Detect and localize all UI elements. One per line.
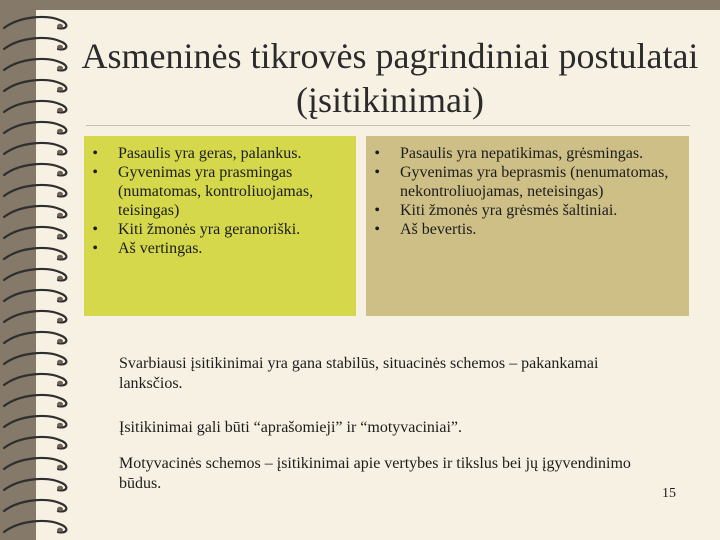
spiral-coil [4,59,66,70]
spiral-coil [4,17,66,28]
paragraph-belief-types: Įsitikinimai gali būti “aprašomieji” ir “motyvaciniai”. [119,419,463,436]
bullet: • [374,221,380,238]
spiral-hole [57,234,63,238]
spiral-coil [4,101,66,112]
spiral-hole [57,45,63,49]
spiral-coil [4,122,66,133]
spiral-hole [57,444,63,448]
spiral-hole [57,297,63,301]
list-item-text: Gyvenimas yra prasmingas (numatomas, kontroliuojamas, teisingas) [118,164,314,219]
bullet: • [92,145,98,162]
spiral-coil [4,206,66,217]
spiral-hole [57,507,63,511]
list-item [366,163,681,201]
list-item-text: Aš bevertis. [400,221,477,238]
spiral-hole [57,171,63,175]
title-divider [86,125,690,126]
spiral-coil [4,332,66,343]
bullet: • [92,240,98,257]
spiral-coil [4,185,66,196]
spiral-hole [57,339,63,343]
spiral-hole [57,150,63,154]
spiral-hole [57,213,63,217]
list-item-text: Pasaulis yra nepatikimas, grėsmingas. [400,145,644,162]
spiral-hole [57,381,63,385]
spiral-coil [4,395,66,406]
spiral-coil [4,500,66,511]
list-item [84,239,346,258]
spiral-hole [57,24,63,28]
spiral-coil [4,311,66,322]
spiral-coil [4,458,66,469]
bullet: • [374,145,380,162]
spiral-coil [4,143,66,154]
spiral-hole [57,66,63,70]
spiral-hole [57,402,63,406]
list-item [366,220,681,239]
spiral-hole [57,129,63,133]
spiral-coil [4,416,66,427]
spiral-coil [4,164,66,175]
spiral-hole [57,528,63,532]
spiral-coil [4,290,66,301]
spiral-hole [57,192,63,196]
paragraph-motivational-schemas: Motyvacinės schemos – įsitikinimai apie vertybes ir tikslus bei jų įgyvendinimo būdus. [119,455,631,492]
spiral-coil [4,353,66,364]
slide-title: Asmeninės tikrovės pagrindiniai postulatai (įsitikinimai) [81,36,699,120]
bullet: • [92,164,98,181]
spiral-coil [4,479,66,490]
list-item-text: Kiti žmonės yra geranoriški. [118,221,301,238]
bullet: • [374,202,380,219]
spiral-hole [57,255,63,259]
spiral-hole [57,465,63,469]
negative-beliefs-box [366,136,689,316]
list-item [84,144,346,163]
positive-beliefs-box [84,136,356,316]
spiral-hole [57,318,63,322]
list-item-text: Aš vertingas. [118,240,203,257]
page-number: 15 [662,486,676,501]
spiral-binding-icon [0,0,80,540]
bullet: • [374,164,380,181]
spiral-coil [4,269,66,280]
list-item [84,220,346,239]
list-item [366,144,681,163]
spiral-hole [57,360,63,364]
spiral-coil [4,437,66,448]
list-item [84,163,346,220]
spiral-hole [57,486,63,490]
list-item-text: Gyvenimas yra beprasmis (nenumatomas, nekontroliuojamas, neteisingas) [400,164,669,200]
list-item-text: Pasaulis yra geras, palankus. [118,145,302,162]
spiral-coil [4,38,66,49]
spiral-hole [57,87,63,91]
list-item [366,201,681,220]
spiral-coil [4,227,66,238]
paragraph-stability: Svarbiausi įsitikinimai yra gana stabilūs, situacinės schemos – pakankamai lanksčios. [119,355,599,392]
spiral-hole [57,276,63,280]
spiral-hole [57,423,63,427]
spiral-coil [4,248,66,259]
spiral-coil [4,374,66,385]
spiral-coil [4,80,66,91]
spiral-hole [57,108,63,112]
spiral-coil [4,521,66,532]
list-item-text: Kiti žmonės yra grėsmės šaltiniai. [400,202,618,219]
bullet: • [92,221,98,238]
